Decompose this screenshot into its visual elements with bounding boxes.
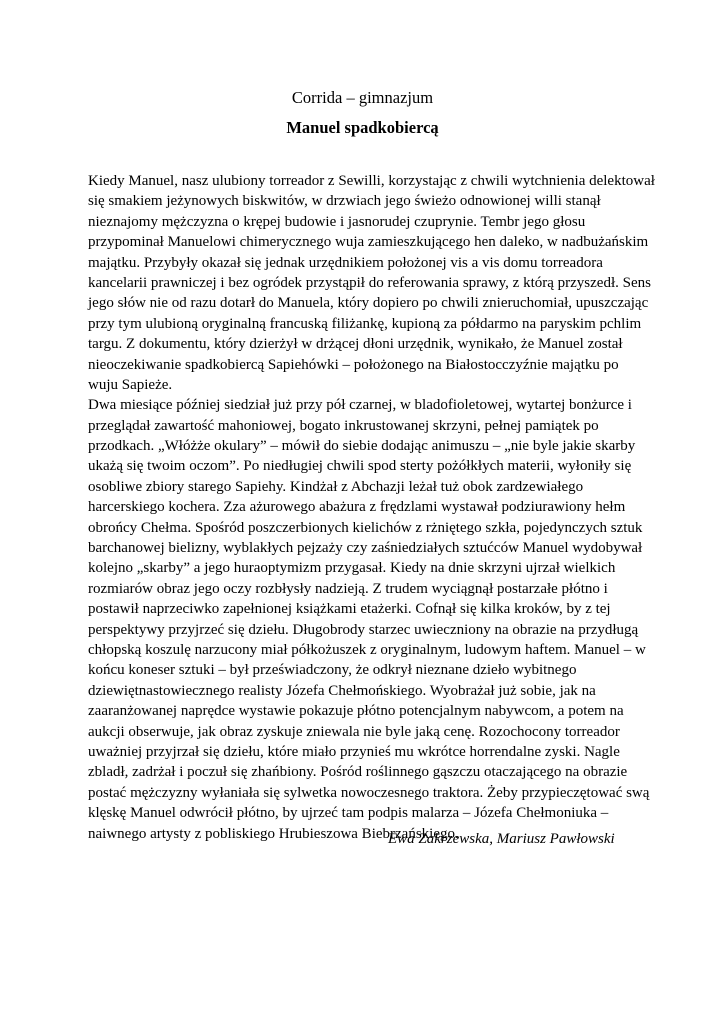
text-line: osobliwe zbiory starego Sapiehy. Kindżał z Abchazji leżał tuż obok zardzewiałego bbox=[88, 478, 584, 495]
text-line: Dwa miesiące później siedział już przy pół czarnej, w bladofioletowej, wytartej bonżurce i bbox=[88, 397, 632, 414]
document-title: Corrida – gimnazjum bbox=[291, 88, 434, 107]
text-line: rozmiarów obraz jego oczy rozbłysły nadzieją. Z trudem wyciągnął postarzałe płótno i bbox=[88, 580, 608, 597]
text-line: przy tym ulubioną oryginalną francuską filiżankę, kupioną za półdarmo na paryskim pchlim bbox=[88, 315, 642, 332]
text-line: obrońcy Chełma. Spośród poszczerbionych kielichów z rżniętego szkła, pojedynczych sztuk bbox=[88, 519, 643, 536]
document-subtitle: Manuel spadkobiercą bbox=[286, 118, 439, 137]
text-line: jego słów nie od razu dotarł do Manuela, który dopiero po chwili znieruchomiał, upuszczając bbox=[88, 295, 649, 312]
text-line: zbladł, zadrżał i poczuł się zhańbiony. Pośród roślinnego gąszczu otaczającego na obrazie bbox=[88, 764, 628, 781]
text-line: klęskę Manuel odwrócił płótno, by ujrzeć tam podpis malarza – Józefa Chełmoniuka – bbox=[88, 805, 609, 822]
text-line: aukcji obserwuje, jak obraz zyskuje zniewala nie byle jaką cenę. Rozochocony torreador bbox=[88, 723, 620, 740]
text-line: chłopską koszulę narzucony miał półkożuszek z oryginalnym, ludowym haftem. Manuel – w bbox=[88, 641, 646, 658]
text-line: nieznajomy mężczyzna o krępej budowie i jasnorudej czuprynie. Tembr jego głosu bbox=[88, 213, 586, 230]
author-signature: Ewa Zakrzewska, Mariusz Pawłowski bbox=[388, 831, 615, 847]
text-line: przeglądał zawartość mahoniowej, bogato inkrustowanej skrzyni, pełnej pamiątek po bbox=[88, 417, 599, 434]
text-line: perspektywy przyjrzeć się dziełu. Długobrody starzec uwieczniony na obrazie na przydługą bbox=[88, 621, 639, 638]
text-line: uważniej przyjrzał się dziełu, które miało przynieś mu wkrótce horrendalne zyski. Nagle bbox=[88, 743, 620, 760]
text-line: harcerskiego kochera. Zza ażurowego abażura z frędzlami wystawał podziurawiony hełm bbox=[88, 499, 626, 516]
text-line: ukażą się twoim oczom”. Po niedługiej chwili spod sterty pożółkłych materii, wyłoniły się bbox=[88, 458, 632, 475]
text-line: kancelarii prawniczej i bez ogródek przystąpił do referowania sprawy, z którą przyszedł. Sens bbox=[88, 274, 651, 291]
text-line: się smakiem jeżynowych biskwitów, w drzwiach jego świeżo odnowionej willi stanął bbox=[88, 193, 601, 210]
body-text bbox=[88, 171, 658, 844]
text-line: targu. Z dokumentu, który dzierżył w drżącej dłoni urzędnik, wynikało, że Manuel został bbox=[88, 336, 623, 353]
text-line: przodkach. „Włóżże okulary” – mówił do siebie dodając animuszu – „nie byle jakie skarby bbox=[88, 438, 636, 455]
text-line: Kiedy Manuel, nasz ulubiony torreador z Sewilli, korzystając z chwili wytchnienia delektował bbox=[88, 173, 655, 189]
text-line: majątku. Przybyły okazał się jednak urzędnikiem położonej vis a vis domu torreadora bbox=[88, 254, 603, 271]
text-line: postać mężczyzny wyłaniała się sylwetka nowoczesnego traktora. Żeby przypieczętować swą bbox=[88, 784, 650, 801]
text-line: kolejno „skarby” a jego huraoptymizm przygasał. Kiedy na dnie skrzyni ujrzał wielkich bbox=[88, 560, 616, 577]
text-line: postawił naprzeciwko zapełnionej książkami etażerki. Cofnął się kilka kroków, by z tej bbox=[88, 601, 611, 618]
text-line: nieoczekiwanie spadkobiercą Sapiehówki – położonego na Białostocczyźnie majątku po bbox=[88, 356, 619, 373]
text-line: dziewiętnastowiecznego realisty Józefa Chełmońskiego. Wyobrażał już sobie, jak na bbox=[88, 682, 596, 699]
text-line: zaaranżowanej naprędce wystawie pokazuje płótno potencjalnym nabywcom, a potem na bbox=[88, 703, 624, 720]
text-line: naiwnego artysty z pobliskiego Hrubieszowa Biebrzańskiego. bbox=[88, 825, 459, 842]
text-line: barchanowej bielizny, wyblakłych pejzaży czy zaśniedziałych sztućców Manuel wydobywał bbox=[88, 540, 643, 557]
text-line: przypominał Manuelowi chimerycznego wuja zamieszkującego hen daleko, w nadbużańskim bbox=[88, 234, 649, 251]
text-line: wuju Sapieże. bbox=[88, 376, 173, 393]
text-line: końcu koneser sztuki – był przeświadczony, że odkrył nieznane dzieło wybitnego bbox=[88, 662, 577, 679]
